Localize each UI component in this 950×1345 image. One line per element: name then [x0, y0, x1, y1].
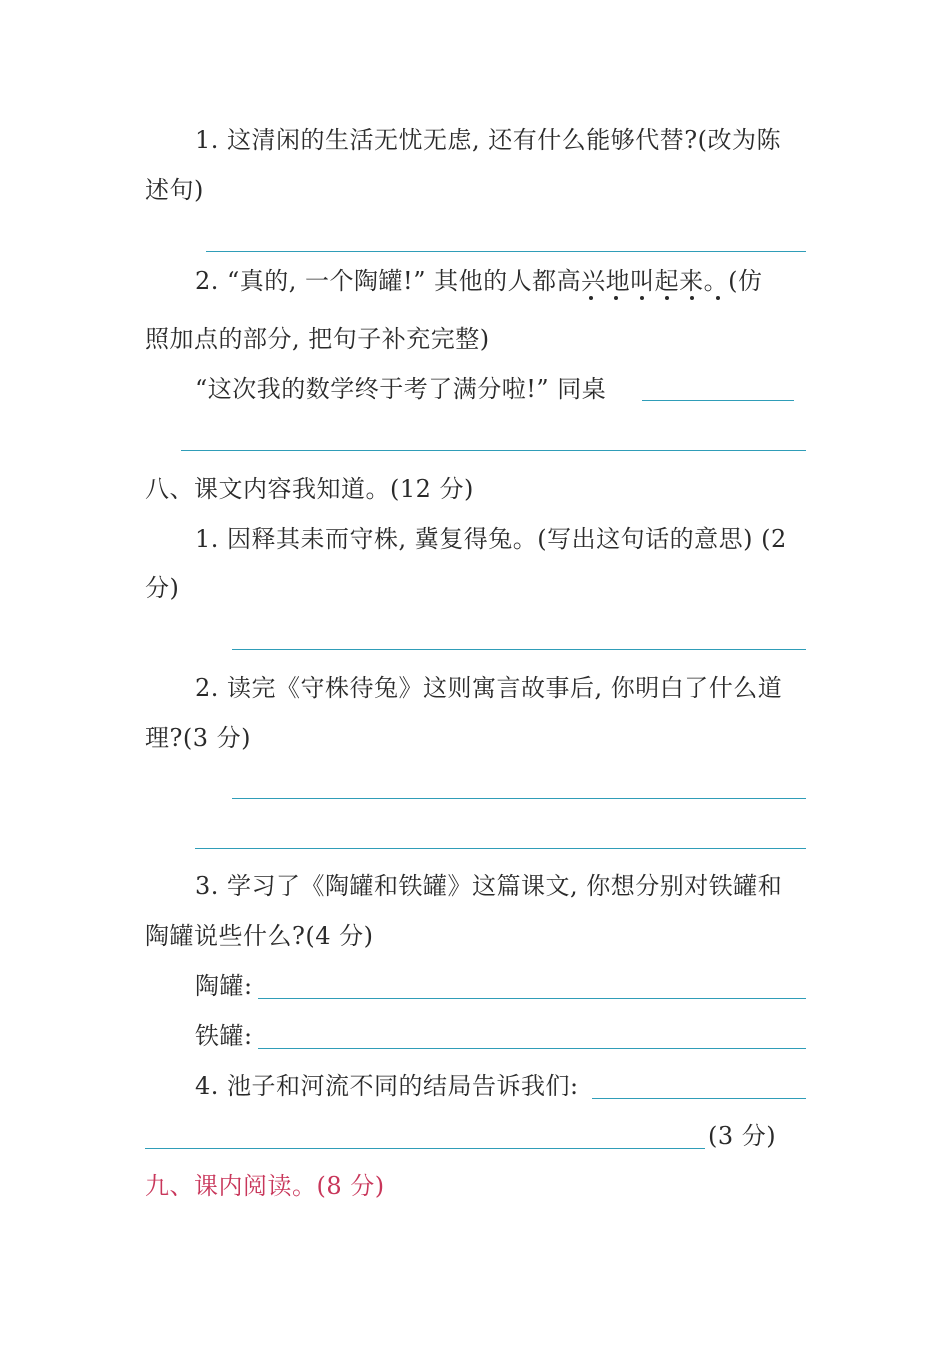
- q7-item2-text-cont: 照加点的部分, 把句子补充完整): [145, 325, 490, 353]
- label-taoguan: 陶罐:: [195, 972, 253, 1000]
- answer-line[interactable]: [195, 848, 806, 849]
- emphasis-dot: [716, 296, 720, 300]
- emphasis-dot: [640, 296, 644, 300]
- emphasis-dot: [690, 296, 694, 300]
- answer-line-inline[interactable]: [592, 1098, 806, 1099]
- answer-line[interactable]: [232, 798, 806, 799]
- answer-line[interactable]: [206, 251, 806, 252]
- q8-item1-text: 1. 因释其耒而守株, 冀复得兔。(写出这句话的意思) (2: [195, 525, 787, 553]
- q7-item2-prompt: [195, 373, 606, 405]
- q7-item2-prompt-text: “这次我的数学终于考了满分啦!” 同桌: [195, 375, 607, 403]
- q8-item3-text: 3. 学习了《陶罐和铁罐》这篇课文, 你想分别对铁罐和: [195, 872, 783, 900]
- answer-line-tieguan[interactable]: [258, 1048, 806, 1049]
- section-8-heading: 八、课文内容我知道。(12 分): [145, 475, 474, 503]
- emphasis-dot: [665, 296, 669, 300]
- q8-item1-text-cont: 分): [145, 574, 180, 602]
- answer-line-inline[interactable]: [642, 400, 794, 401]
- q7-item2-text: 2. “真的, 一个陶罐!” 其他的人都高兴地叫起来。(仿: [195, 267, 763, 295]
- answer-line[interactable]: [232, 649, 806, 650]
- answer-line[interactable]: [145, 1148, 705, 1149]
- emphasis-dot: [614, 296, 618, 300]
- label-tieguan: 铁罐:: [195, 1022, 253, 1050]
- q7-item1-text: 1. 这清闲的生活无忧无虑, 还有什么能够代替?(改为陈: [195, 126, 782, 154]
- q8-item2-text-cont: 理?(3 分): [145, 724, 251, 752]
- answer-line[interactable]: [181, 450, 806, 451]
- q8-item2-text: 2. 读完《守株待兔》这则寓言故事后, 你明白了什么道: [195, 674, 783, 702]
- answer-line-taoguan[interactable]: [258, 998, 806, 999]
- q8-item3-text-cont: 陶罐说些什么?(4 分): [145, 922, 374, 950]
- section-9-heading: 九、课内阅读。(8 分): [145, 1172, 385, 1200]
- q8-item4-score: (3 分): [708, 1122, 777, 1150]
- q8-item4-text: 4. 池子和河流不同的结局告诉我们:: [195, 1072, 579, 1100]
- emphasis-dot: [589, 296, 593, 300]
- q7-item1-text-cont: 述句): [145, 176, 204, 204]
